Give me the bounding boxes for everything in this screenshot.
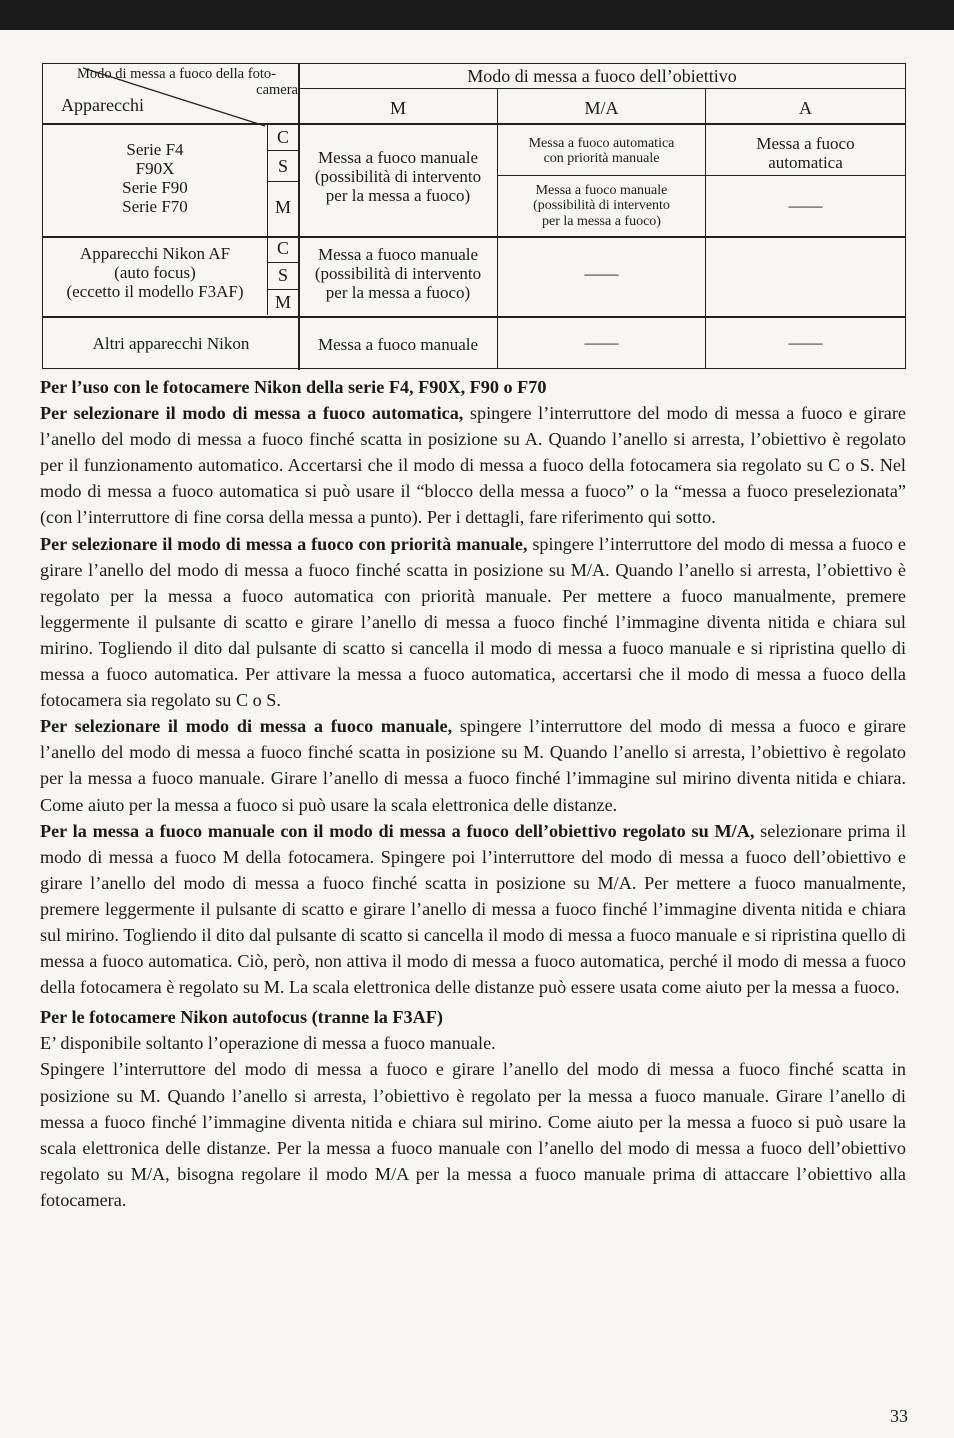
cell-g2-m: Messa a fuoco manuale (possibilità di intervento per la messa a fuoco) <box>314 245 482 303</box>
cell-g1-ma-bottom: Messa a fuoco manuale (possibilità di intervento per la messa a fuoco) <box>533 183 670 229</box>
paragraph-manual-af-cameras: Spingere l’interruttore del modo di messa a fuoco e girare l’anello del modo di messa a fuoco finché scatta in posizione su M. Quando l’anello si arresta, l’obiettivo è regolato per la messa a fuoco manuale. Girare l’anello di messa a fuoco finché l’immagine diventa nitida e chiara sul mirino. Come aiuto per la messa a fuoco si può usare la scala elettronica delle distanze. Per la messa a fuoco manuale con l’anello del modo di messa a fuoco dell’obiettivo regolato su M/A, bisogna regolare il modo M/A per la messa a fuoco manuale prima di attaccare l’obiettivo alla fotocamera. <box>40 1059 906 1210</box>
corner-bottom-label: Apparecchi <box>61 95 144 115</box>
section-heading-f-series: Per l’uso con le fotocamere Nikon della serie F4, F90X, F90 o F70 <box>40 377 547 397</box>
cell-g1-a-bottom: —— <box>788 196 823 215</box>
mode-m: M <box>274 197 291 217</box>
group-name-nikon-af: Apparecchi Nikon AF (auto focus) (eccetto il modello F3AF) <box>66 244 244 302</box>
cell-g1-m: Messa a fuoco manuale (possibilità di intervento per la messa a fuoco) <box>314 148 482 206</box>
group-name-other-nikon: Altri apparecchi Nikon <box>92 334 250 353</box>
col-header-a: A <box>799 98 812 118</box>
mode-s-2: S <box>277 265 288 285</box>
corner-top-label: Modo di messa a fuoco della foto- <box>77 66 276 82</box>
instructions-body <box>40 374 906 1213</box>
col-header-m: M <box>389 98 406 118</box>
group-name-f-series: Serie F4 F90X Serie F90 Serie F70 <box>122 140 188 217</box>
paragraph-manual-only: E’ disponibile soltanto l’operazione di messa a fuoco manuale. <box>40 1033 496 1054</box>
mode-c-2: C <box>276 238 289 258</box>
cell-g1-a-top: Messa a fuoco automatica <box>756 134 855 173</box>
top-black-bar <box>0 0 954 30</box>
cell-g3-a: —— <box>788 333 823 352</box>
mode-c: C <box>276 127 289 147</box>
cell-g2-ma: —— <box>584 264 619 283</box>
focus-mode-table <box>42 63 906 369</box>
cell-g3-m: Messa a fuoco manuale <box>317 335 479 354</box>
mode-s: S <box>277 156 288 176</box>
col-header-ma: M/A <box>584 98 619 118</box>
cell-g3-ma: —— <box>584 333 619 352</box>
corner-top-label-cont: camera <box>256 82 298 98</box>
paragraph-manual: Per selezionare il modo di messa a fuoco manuale, spingere l’interruttore del modo di messa a fuoco e girare l’anello del modo di messa a fuoco finché scatta in posizione su M. Quando l’anello si arresta, l’obiettivo è regolato per la messa a fuoco manuale. Girare l’anello di messa a fuoco finché l’immagine sul mirino diventa nitida e chiara. Come aiuto per la messa a fuoco si può usare la scala elettronica delle distanze. <box>40 716 906 815</box>
section-heading-autofocus-cameras: Per le fotocamere Nikon autofocus (tranne la F3AF) <box>40 1007 443 1028</box>
page-number: 33 <box>890 1406 908 1426</box>
paragraph-manual-ma: Per la messa a fuoco manuale con il modo di messa a fuoco dell’obiettivo regolato su M/A, selezionare prima il modo di messa a fuoco M della fotocamera. Spingere poi l’interruttore del modo di messa a fuoco dell’obiettivo e girare l’anello del modo di messa a fuoco finché scatta in posizione su M/A. Per mettere a fuoco manualmente, premere leggermente il pulsante di scatto e girare l’anello di messa a fuoco finché l’immagine diventa nitida e chiara sul mirino. Togliendo il dito dal pulsante di scatto si cancella il modo di messa a fuoco manuale e si ripristina quello di messa a fuoco automatica. Ciò, però, non attiva il modo di messa a fuoco automatica, perché il modo di messa a fuoco della fotocamera è regolato su M. La scala elettronica delle distanze può essere usata come aiuto per la messa a fuoco. <box>40 820 906 998</box>
paragraph-autofocus: Per selezionare il modo di messa a fuoco automatica, spingere l’interruttore del modo di messa a fuoco e girare l’anello del modo di messa a fuoco finché scatta in posizione su A. Quando l’anello si arresta, l’obiettivo è regolato per il funzionamento automatico. Accertarsi che il modo di messa a fuoco della fotocamera sia regolato su C o S. Nel modo di messa a fuoco automatica si può usare il “blocco della messa a fuoco” o la “messa a fuoco preselezionata” (con l’interruttore di fine corsa della messa a punto). Per i dettagli, fare riferimento qui sotto. <box>40 403 906 528</box>
mode-m-2: M <box>274 292 291 312</box>
cell-g1-ma-top: Messa a fuoco automatica con priorità manuale <box>528 136 675 167</box>
lens-mode-header: Modo di messa a fuoco dell’obiettivo <box>467 66 737 86</box>
paragraph-manual-priority: Per selezionare il modo di messa a fuoco con priorità manuale, spingere l’interruttore del modo di messa a fuoco e girare l’anello del modo di messa a fuoco finché scatta in posizione su M/A. Quando l’anello si arresta, l’obiettivo è regolato per la messa a fuoco automatica con priorità manuale. Per mettere a fuoco manualmente, premere leggermente il pulsante di scatto e girare l’anello di messa a fuoco finché l’immagine diventa nitida e chiara sul mirino. Togliendo il dito dal pulsante di scatto si cancella il modo di messa a fuoco manuale e si ripristina quello di messa a fuoco automatica. Per attivare la messa a fuoco automatica, accertarsi che il modo di messa a fuoco della fotocamera sia regolato su C o S. <box>40 533 906 711</box>
